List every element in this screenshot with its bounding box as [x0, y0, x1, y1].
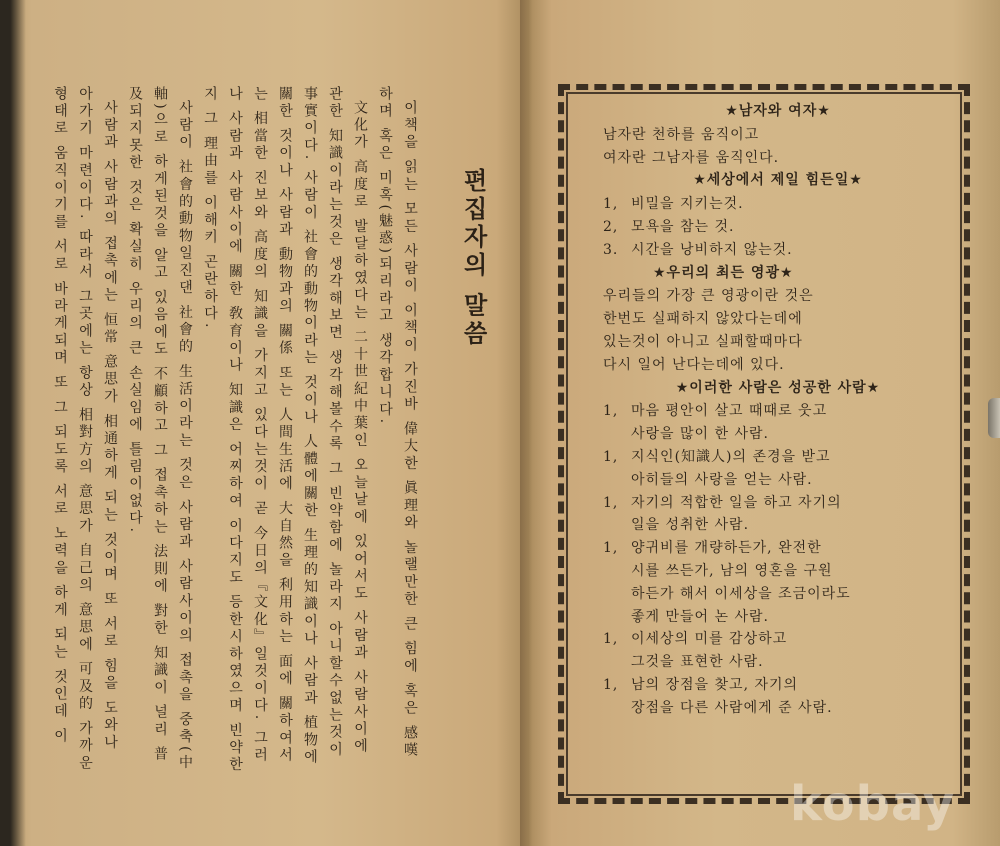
- item-number: 1,: [603, 448, 619, 465]
- item-text: 자기의 적합한 일을 하고 자기의: [631, 494, 842, 511]
- section-heading: ★우리의 최든 영광★: [653, 264, 794, 281]
- section-heading: ★남자와 여자★: [725, 103, 831, 119]
- item-number: 1,: [603, 494, 619, 511]
- paragraph: 사람과 사람과의 접촉에는 恒常 意思가 相通하게 되는 것이며 또 서로 힘을 도와나 아가기 마련이다. 따라서 그곳에는 항상 相對方의 意思가 自己의 意思에 可及的 가까운 형태로 움직이기를 서로 바라게되며 또 그 되도록 서로 노력을 하게 되는 것인데 이: [52, 86, 118, 773]
- list-item: [603, 492, 953, 515]
- paragraph: 文化가 高度로 발달하였다는 二十世紀中葉인 오늘날에 있어서도 사람과 사람사이에 관한 知識이라는것은 생각해보면 생각해볼수록 그 빈약함에 놀라지 아니할수없는것이 事實이다. 사람이 社會的動物이라는 것이나 人體에關한 生理的知識이나 사람과 植物에 關한 것이나 사람과 動物과의 關係 또는 人間生活에 大自然을 利用하는 面에 關하여서는 相當한 진보와 高度의 知識을 가지고 있다는것이 곧 今日의『文化』일것이다. 그러나 사람과 사람사이에 關한 敎育이나 知識은 어찌하여 이다지도 등한시하였으며 빈약한지 그 理由를 이해키 곤란하다.: [202, 86, 368, 775]
- item-text: 비밀을 지키는것.: [631, 196, 744, 213]
- editor-note-body: [52, 86, 422, 776]
- list-item: [603, 239, 953, 262]
- item-continuation: 장점을 다른 사람에게 준 사람.: [631, 699, 833, 716]
- section-heading: ★세상에서 제일 힘든일★: [693, 172, 863, 189]
- book-spine: [520, 0, 538, 846]
- item-text: 양귀비를 개량하든가, 완전한: [631, 540, 822, 557]
- item-number: 1,: [603, 540, 619, 557]
- list-item: [603, 400, 953, 423]
- list-item: [603, 193, 953, 216]
- text-line: 다시 일어 난다는데에 있다.: [603, 356, 785, 373]
- item-text: 시간을 낭비하지 않는것.: [631, 241, 793, 258]
- list-item: [603, 446, 953, 469]
- framed-content: [603, 100, 953, 720]
- item-number: 1,: [603, 631, 619, 648]
- item-continuation: 사랑을 많이 한 사람.: [631, 426, 769, 443]
- item-number: 1,: [603, 403, 619, 420]
- text-line: 한번도 실패하지 않았다는데에: [603, 311, 803, 328]
- book-edge: [0, 0, 26, 846]
- list-item: [603, 628, 953, 651]
- item-text: 모욕을 참는 것.: [631, 218, 735, 235]
- list-item: [603, 537, 953, 560]
- section-heading: ★이러한 사람은 성공한 사람★: [675, 379, 881, 396]
- item-continuation: 시를 쓰든가, 남의 영혼을 구원: [631, 562, 833, 579]
- text-line: 있는것이 아니고 실패할때마다: [603, 333, 803, 350]
- text-line: 우리들의 가장 큰 영광이란 것은: [603, 288, 814, 305]
- list-item: [603, 674, 953, 697]
- item-number: 2,: [603, 218, 619, 235]
- item-continuation: 하든가 해서 이세상을 조금이라도: [631, 585, 851, 602]
- paragraph: 사람이 社會的動物일진댄 社會的 生活이라는 것은 사람과 사람사이의 접촉을 중축(中軸)으로 하게된것을 알고 있음에도 不顧하고 그 접촉하는 法則에 對한 知識이 널리 普及되지못한 것은 확실히 우리의 큰 손실임에 틀림이없다.: [127, 86, 193, 772]
- item-text: 이세상의 미를 감상하고: [631, 631, 788, 648]
- item-text: 마음 평안이 살고 때때로 웃고: [631, 403, 828, 420]
- item-continuation: 좋게 만들어 논 사람.: [631, 608, 769, 625]
- item-continuation: 아히들의 사랑을 얻는 사람.: [631, 471, 813, 488]
- list-item: [603, 216, 953, 239]
- item-number: 3.: [603, 241, 619, 258]
- page-title: 편집자의 말씀: [459, 168, 488, 349]
- item-text: 남의 장점을 찾고, 자기의: [631, 676, 799, 693]
- text-line: 여자란 그남자를 움직인다.: [603, 149, 780, 166]
- item-text: 지식인(知識人)의 존경을 받고: [631, 448, 831, 465]
- text-line: 남자란 천하를 움직이고: [603, 126, 760, 143]
- item-continuation: 그것을 표현한 사람.: [631, 654, 764, 671]
- paragraph: 이책을 읽는 모든 사람이 이책이 가진바 偉大한 眞理와 놀랠만한 큰 힘에 혹은 感嘆하며 혹은 미혹(魅惑)되리라고 생각합니다.: [377, 86, 418, 760]
- item-number: 1,: [603, 676, 619, 693]
- binder-clip: [988, 398, 1000, 438]
- watermark-text: kobay: [790, 776, 956, 832]
- item-number: 1,: [603, 196, 619, 213]
- item-continuation: 일을 성취한 사람.: [631, 517, 750, 534]
